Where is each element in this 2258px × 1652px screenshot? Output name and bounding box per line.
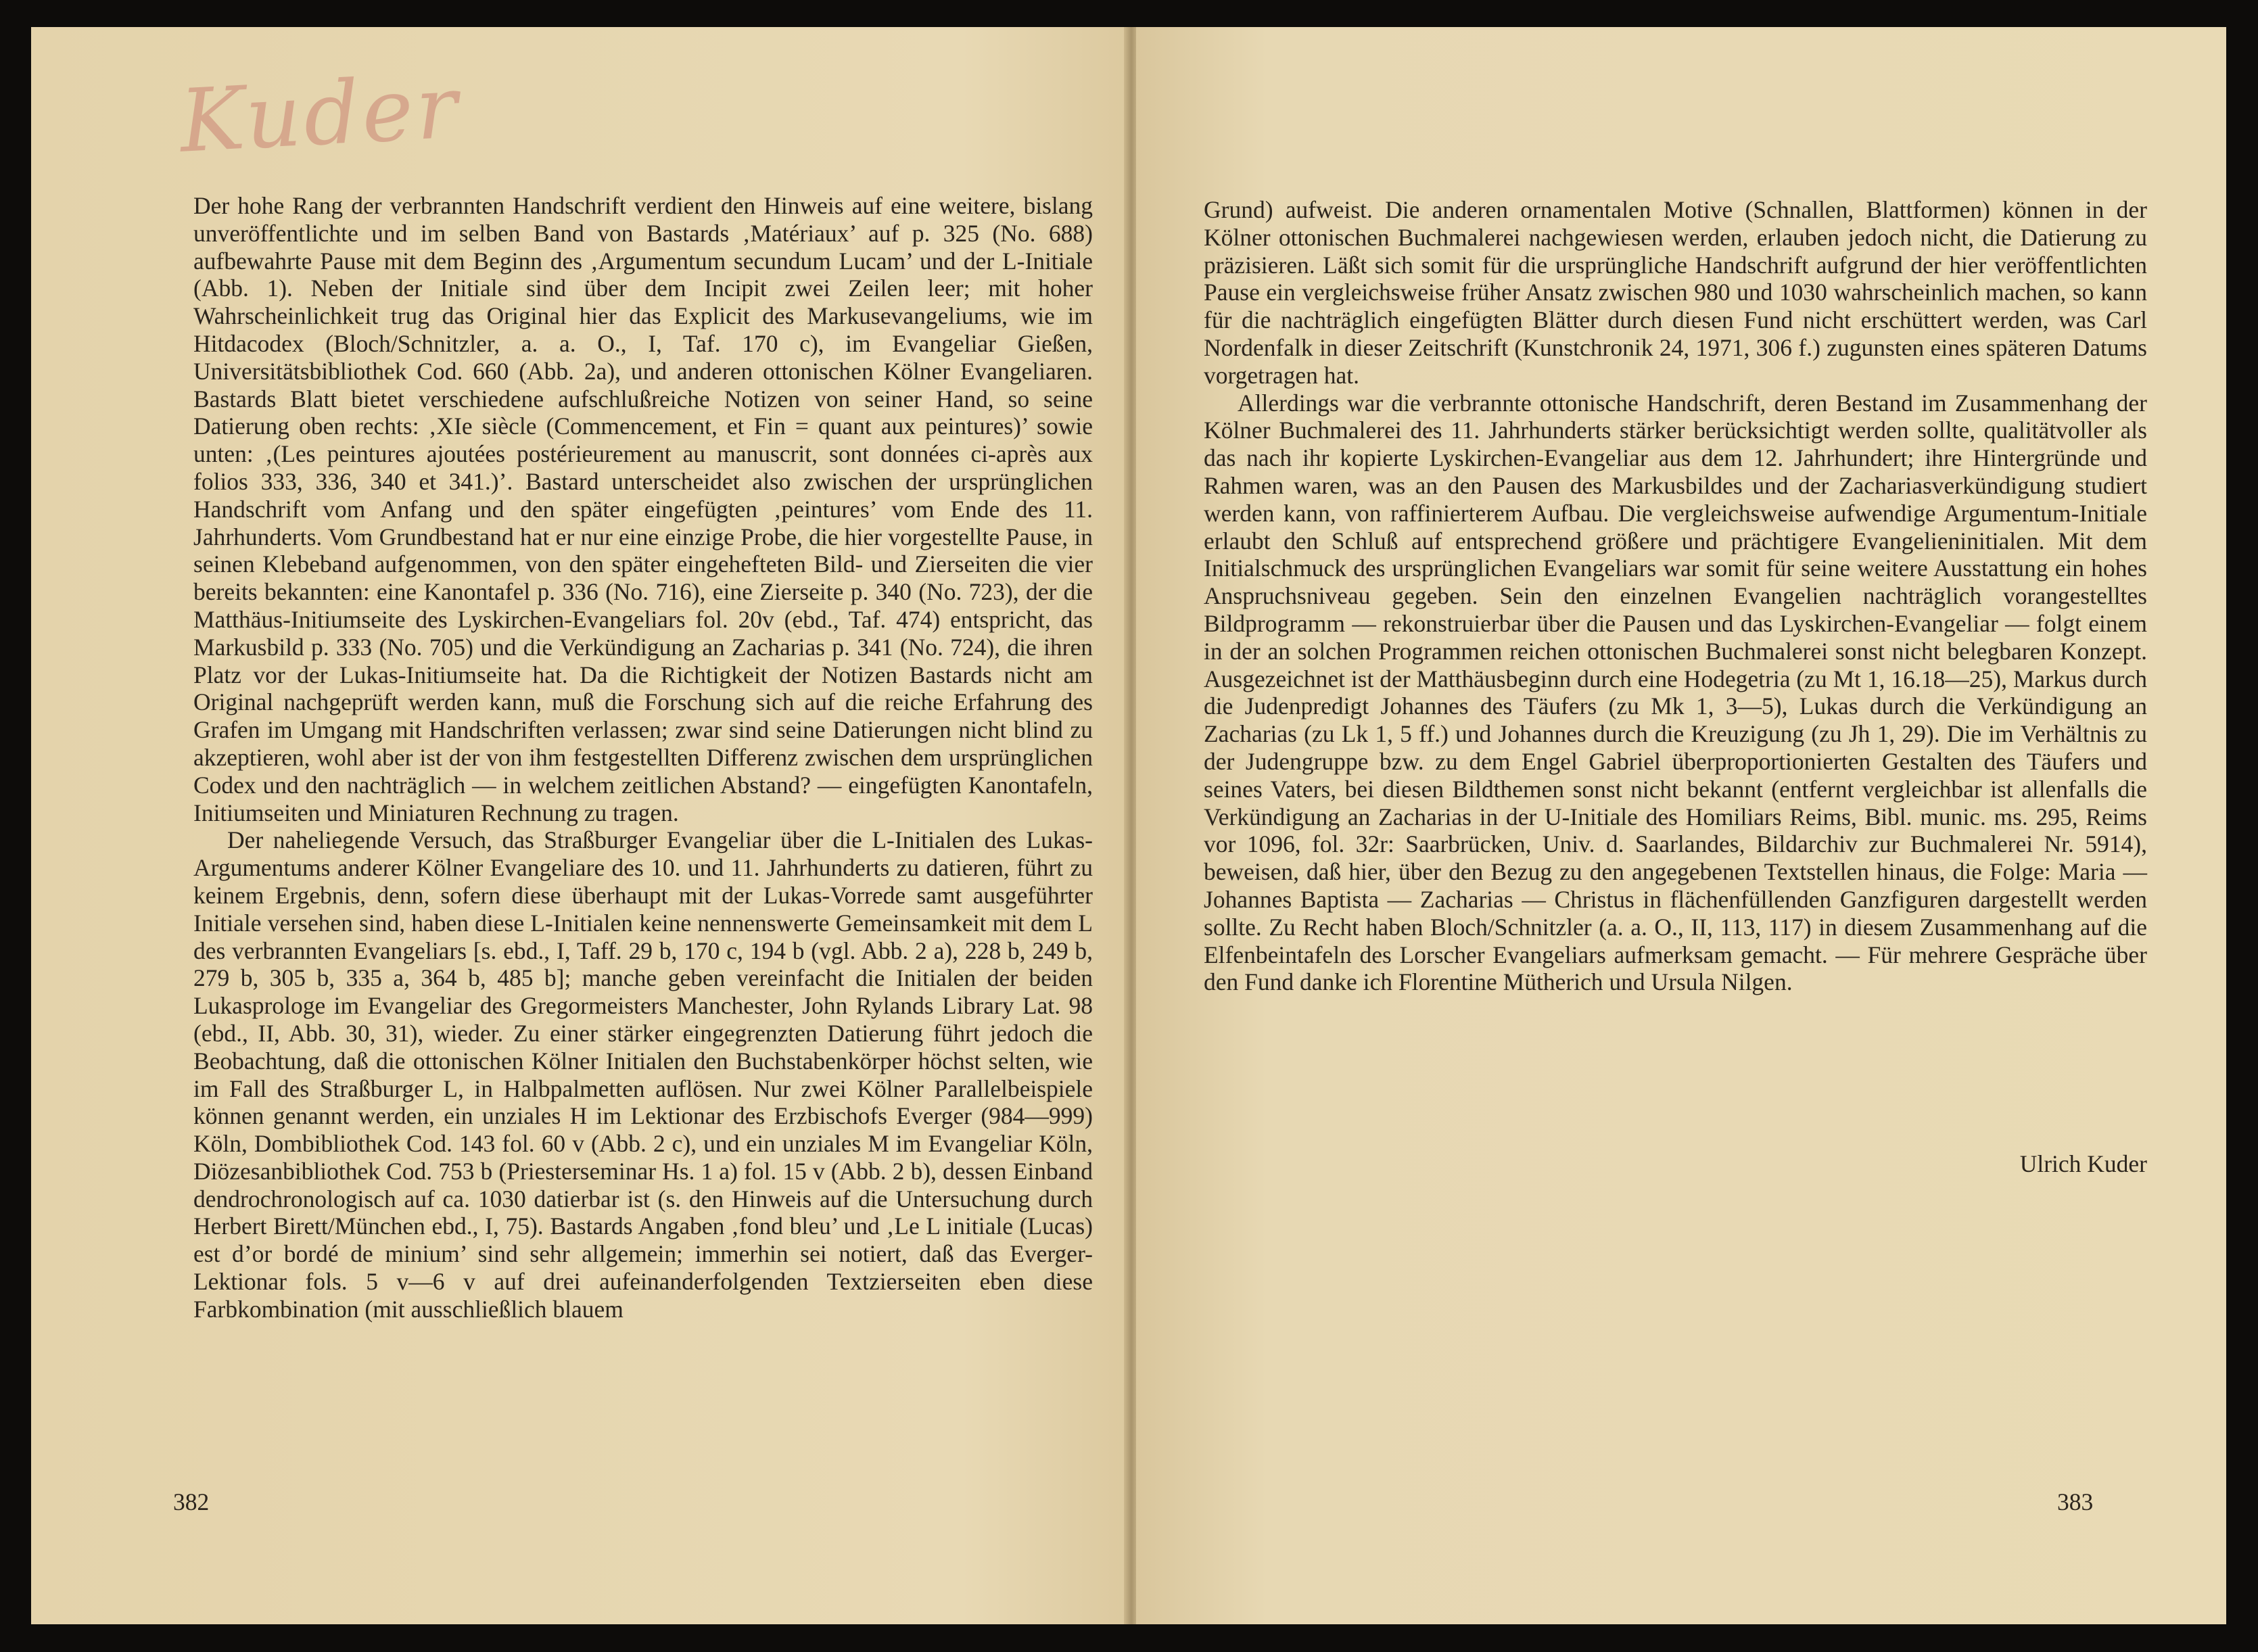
right-paragraph-2: Allerdings war die verbrannte ottonische Handschrift, deren Bestand im Zusammenhang der Kölner Buchmalerei des 11. Jahrhunderts stärker berücksichtigt werden sollte, qualitätvoller als das nach ihr kopierte Lyskirchen-Evangeliar aus dem 12. Jahrhundert; ihre Hintergründe und Rahmen waren, was an den Pausen des Markusbildes und der Zachariasverkündigung studiert werden kann, von raffinierterem Aufbau. Die vergleichsweise aufwendige Argumentum-Initiale erlaubt den Schluß auf entsprechend größere und prächtigere Evangelieninitialen. Mit dem Initialschmuck des ursprünglichen Evangeliars war somit für seine weitere Ausstattung ein hohes Anspruchsniveau gegeben. Sein den einzelnen Evangelien nachträglich vorangestelltes Bildprogramm — rekonstruierbar über die Pausen und das Lyskirchen-Evangeliar — folgt einem in der an solchen Programmen reichen ottonischen Buchmalerei sonst nicht belegbaren Konzept. Ausgezeichnet ist der Matthäusbeginn durch eine Hodegetria (zu Mt 1, 16.18—25), Markus durch die Judenpredigt Johannes des Täufers (zu Mk 1, 3—5), Lukas durch die Verkündigung an Zacharias (zu Lk 1, 5 ff.) und Johannes durch die Kreuzigung (zu Jh 1, 29). Die im Verhältnis zu der Judengruppe bzw. zu dem Engel Gabriel überproportionierten Gestalten des Täufers und seines Vaters, bei diesen Bildthemen sonst nicht bekannt (entfernt vergleichbar ist allenfalls die Verkündigung an Zacharias in der U-Initiale des Homiliars Reims, Bibl. munic. ms. 295, Reims vor 1096, fol. 32r: Saarbrücken, Univ. d. Saarlandes, Bildarchiv zur Buchmalerei Nr. 5914), beweisen, daß hier, über den Bezug zu den angegebenen Textstellen hinaus, die Folge: Maria — Johannes Baptista — Zacharias — Christus in flächenfüllenden Ganzfiguren dargestellt werden sollte. Zu Recht haben Bloch/Schnitzler (a. a. O., II, 113, 117) in diesem Zusammenhang auf die Elfenbeintafeln des Lorscher Evangeliars aufmerksam gemacht. — Für mehrere Gespräche über den Fund danke ich Florentine Mütherich und Ursula Nilgen.	[1204, 389, 2147, 996]
left-paragraph-2: Der naheliegende Versuch, das Straßburger Evangeliar über die L-Initialen des Lukas-Argumentums anderer Kölner Evangeliare des 10. und 11. Jahrhunderts zu datieren, führt zu keinem Ergebnis, denn, sofern diese überhaupt mit der Lukas-Vorrede samt ausgeführter Initiale versehen sind, haben diese L-Initialen keine nennenswerte Gemeinsamkeit mit dem L des verbrannten Evangeliars [s. ebd., I, Taff. 29 b, 170 c, 194 b (vgl. Abb. 2 a), 228 b, 249 b, 279 b, 305 b, 335 a, 364 b, 485 b]; manche geben vereinfacht die Initialen der beiden Lukasprologe im Evangeliar des Gregormeisters Manchester, John Rylands Library Lat. 98 (ebd., II, Abb. 30, 31), wieder. Zu einer stärker eingegrenzten Datierung führt jedoch die Beobachtung, daß die ottonischen Kölner Initialen den Buchstabenkörper höchst selten, wie im Fall des Straßburger L, in Halbpalmetten auflösen. Nur zwei Kölner Parallelbeispiele können genannt werden, ein unziales H im Lektionar des Erzbischofs Everger (984—999) Köln, Dombibliothek Cod. 143 fol. 60 v (Abb. 2 c), und ein unziales M im Evangeliar Köln, Diözesanbibliothek Cod. 753 b (Priesterseminar Hs. 1 a) fol. 15 v (Abb. 2 b), dessen Einband dendrochronologisch auf ca. 1030 datierbar ist (s. den Hinweis auf die Untersuchung durch Herbert Birett/München ebd., I, 75). Bastards Angaben ‚fond bleu’ und ‚Le L initiale (Lucas) est d’or bordé de minium’ sind sehr allgemein; immerhin sei notiert, daß das Everger-Lektionar fols. 5 v—6 v auf drei aufeinanderfolgenden Textzierseiten eben diese Farbkombination (mit ausschließlich blauem	[193, 826, 1093, 1323]
author-signature: Ulrich Kuder	[2019, 1150, 2147, 1177]
page-number-left: 382	[173, 1488, 210, 1515]
left-page-body	[193, 192, 1093, 1323]
right-page-body	[1204, 196, 2147, 996]
left-paragraph-1: Der hohe Rang der verbrannten Handschrift verdient den Hinweis auf eine weitere, bislang unveröffentlichte und im selben Band von Bastards ‚Matériaux’ auf p. 325 (No. 688) aufbewahrte Pause mit dem Beginn des ‚Argumentum secundum Lucam’ und der L-Initiale (Abb. 1). Neben der Initiale sind über dem Incipit zwei Zeilen leer; mit hoher Wahrscheinlichkeit trug das Original hier das Explicit des Markusevangeliums, wie im Hitdacodex (Bloch/Schnitzler, a. a. O., I, Taf. 170 c), im Evangeliar Gießen, Universitätsbibliothek Cod. 660 (Abb. 2a), und anderen ottonischen Kölner Evangeliaren. Bastards Blatt bietet verschiedene aufschlußreiche Notizen von seiner Hand, so seine Datierung oben rechts: ‚XIe siècle (Commencement, et Fin = quant aux peintures)’ sowie unten: ‚(Les peintures ajoutées postérieurement au manuscrit, sont données ci-après aux folios 333, 336, 340 et 341.)’. Bastard unterscheidet also zwischen der ursprünglichen Handschrift vom Anfang und den später eingefügten ‚peintures’ vom Ende des 11. Jahrhunderts. Vom Grundbestand hat er nur eine einzige Probe, die hier vorgestellte Pause, in seinen Klebeband aufgenommen, von den später eingehefteten Bild- und Zierseiten die vier bereits bekannten: eine Kanontafel p. 336 (No. 716), eine Zierseite p. 340 (No. 723), der die Matthäus-Initiumseite des Lyskirchen-Evangeliars fol. 20v (ebd., Taf. 474) entspricht, das Markusbild p. 333 (No. 705) und die Verkündigung an Zacharias p. 341 (No. 724), die ihren Platz vor der Lukas-Initiumseite hat. Da die Richtigkeit der Notizen Bastards nicht am Original nachgeprüft werden kann, muß die Forschung sich auf die reiche Erfahrung des Grafen im Umgang mit Handschriften verlassen; zwar sind seine Datierungen nicht blind zu akzeptieren, wohl aber ist der von ihm festgestellten Differenz zwischen dem ursprünglichen Codex und den nachträglich — in welchem zeitlichen Abstand? — eingefügten Kanontafeln, Initiumseiten und Miniaturen Rechnung zu tragen.	[193, 192, 1093, 826]
left-page	[31, 27, 1127, 1624]
handwritten-margin-note: Kuder	[177, 57, 463, 172]
right-paragraph-1: Grund) aufweist. Die anderen ornamentalen Motive (Schnallen, Blattformen) können in der Kölner ottonischen Buchmalerei nachgewiesen werden, erlauben jedoch nicht, die Datierung zu präzisieren. Läßt sich somit für die ursprüngliche Handschrift aufgrund der hier veröffentlichten Pause ein vergleichsweise früher Ansatz zwischen 980 und 1030 wahrscheinlich machen, so kann für die nachträglich eingefügten Blätter durch diesen Fund nicht erschüttert werden, was Carl Nordenfalk in dieser Zeitschrift (Kunstchronik 24, 1971, 306 f.) zugunsten eines späteren Datums vorgetragen hat.	[1204, 196, 2147, 389]
page-number-right: 383	[2057, 1488, 2094, 1515]
right-page	[1136, 27, 2226, 1624]
